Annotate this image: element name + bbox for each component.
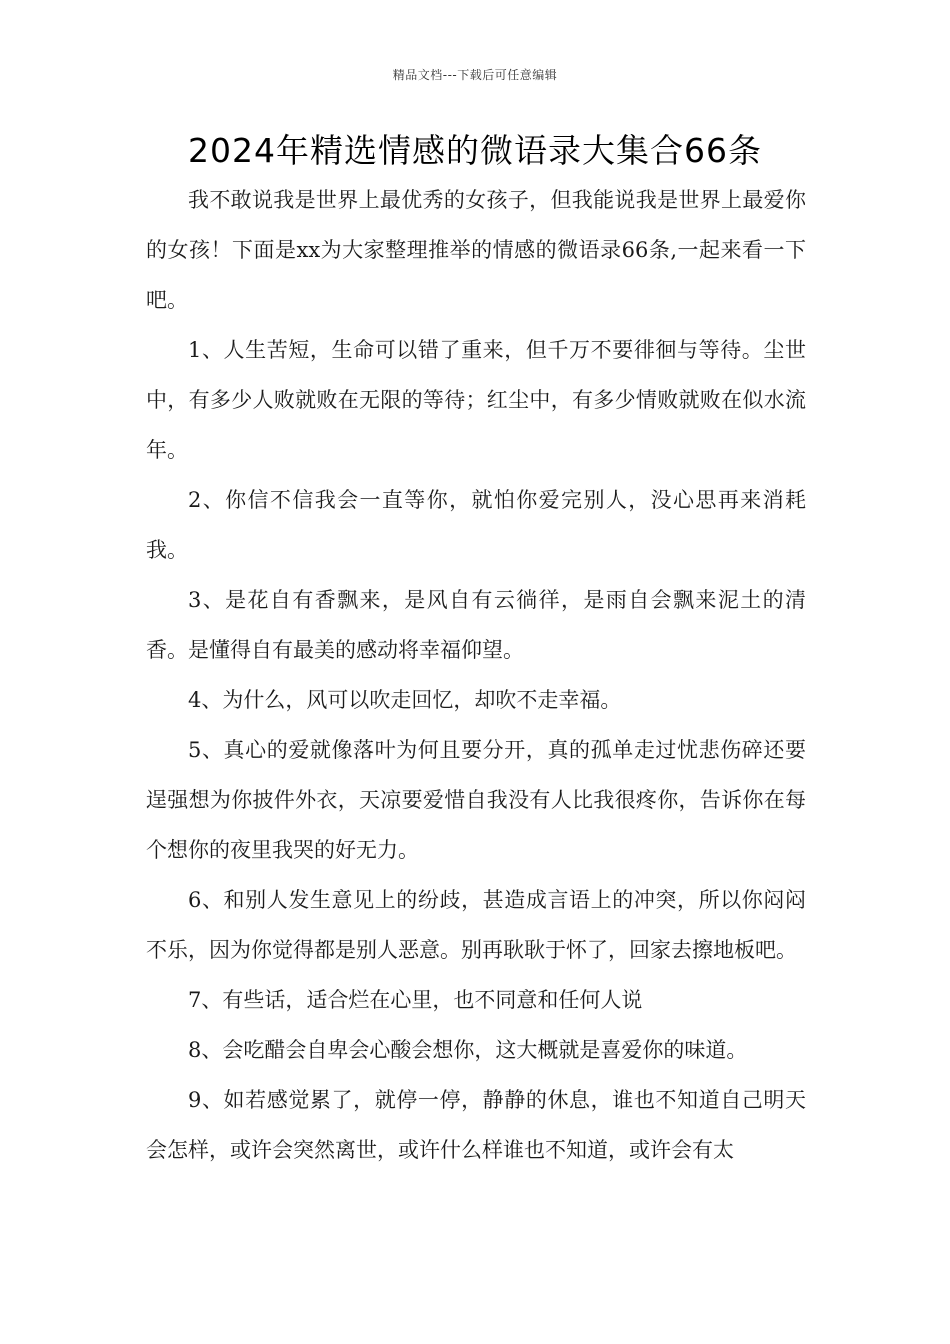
document-header-note: 精品文档---下载后可任意编辑 (392, 68, 558, 82)
quote-paragraph-9: 9、如若感觉累了，就停一停，静静的休息，谁也不知道自己明天会怎样，或许会突然离世，或许什么样谁也不知道，或许会有太 (146, 1088, 806, 1162)
quote-paragraph-4: 4、为什么，风可以吹走回忆，却吹不走幸福。 (188, 688, 622, 712)
quote-paragraph-8: 8、会吃醋会自卑会心酸会想你，这大概就是喜爱你的味道。 (188, 1038, 748, 1062)
document-body (146, 175, 806, 1175)
quote-paragraph-2: 2、你信不信我会一直等你，就怕你爱完别人，没心思再来消耗我。 (146, 488, 806, 562)
intro-paragraph: 我不敢说我是世界上最优秀的女孩子，但我能说我是世界上最爱你的女孩！下面是xx为大家整理推举的情感的微语录66条,一起来看一下吧。 (146, 188, 806, 312)
quote-paragraph-7: 7、有些话，适合烂在心里，也不同意和任何人说 (188, 988, 643, 1012)
quote-paragraph-5: 5、真心的爱就像落叶为何且要分开，真的孤单走过忧悲伤碎还要逞强想为你披件外衣，天凉要爱惜自我没有人比我很疼你，告诉你在每个想你的夜里我哭的好无力。 (146, 738, 806, 862)
quote-paragraph-1: 1、人生苦短，生命可以错了重来，但千万不要徘徊与等待。尘世中，有多少人败就败在无限的等待；红尘中，有多少情败就败在似水流年。 (146, 338, 806, 462)
quote-paragraph-3: 3、是花自有香飘来，是风自有云徜徉，是雨自会飘来泥土的清香。是懂得自有最美的感动将幸福仰望。 (146, 588, 806, 662)
quote-paragraph-6: 6、和别人发生意见上的纷歧，甚造成言语上的冲突，所以你闷闷不乐，因为你觉得都是别人恶意。别再耿耿于怀了，回家去擦地板吧。 (146, 888, 806, 962)
document-title: 2024年精选情感的微语录大集合66条 (188, 131, 762, 170)
